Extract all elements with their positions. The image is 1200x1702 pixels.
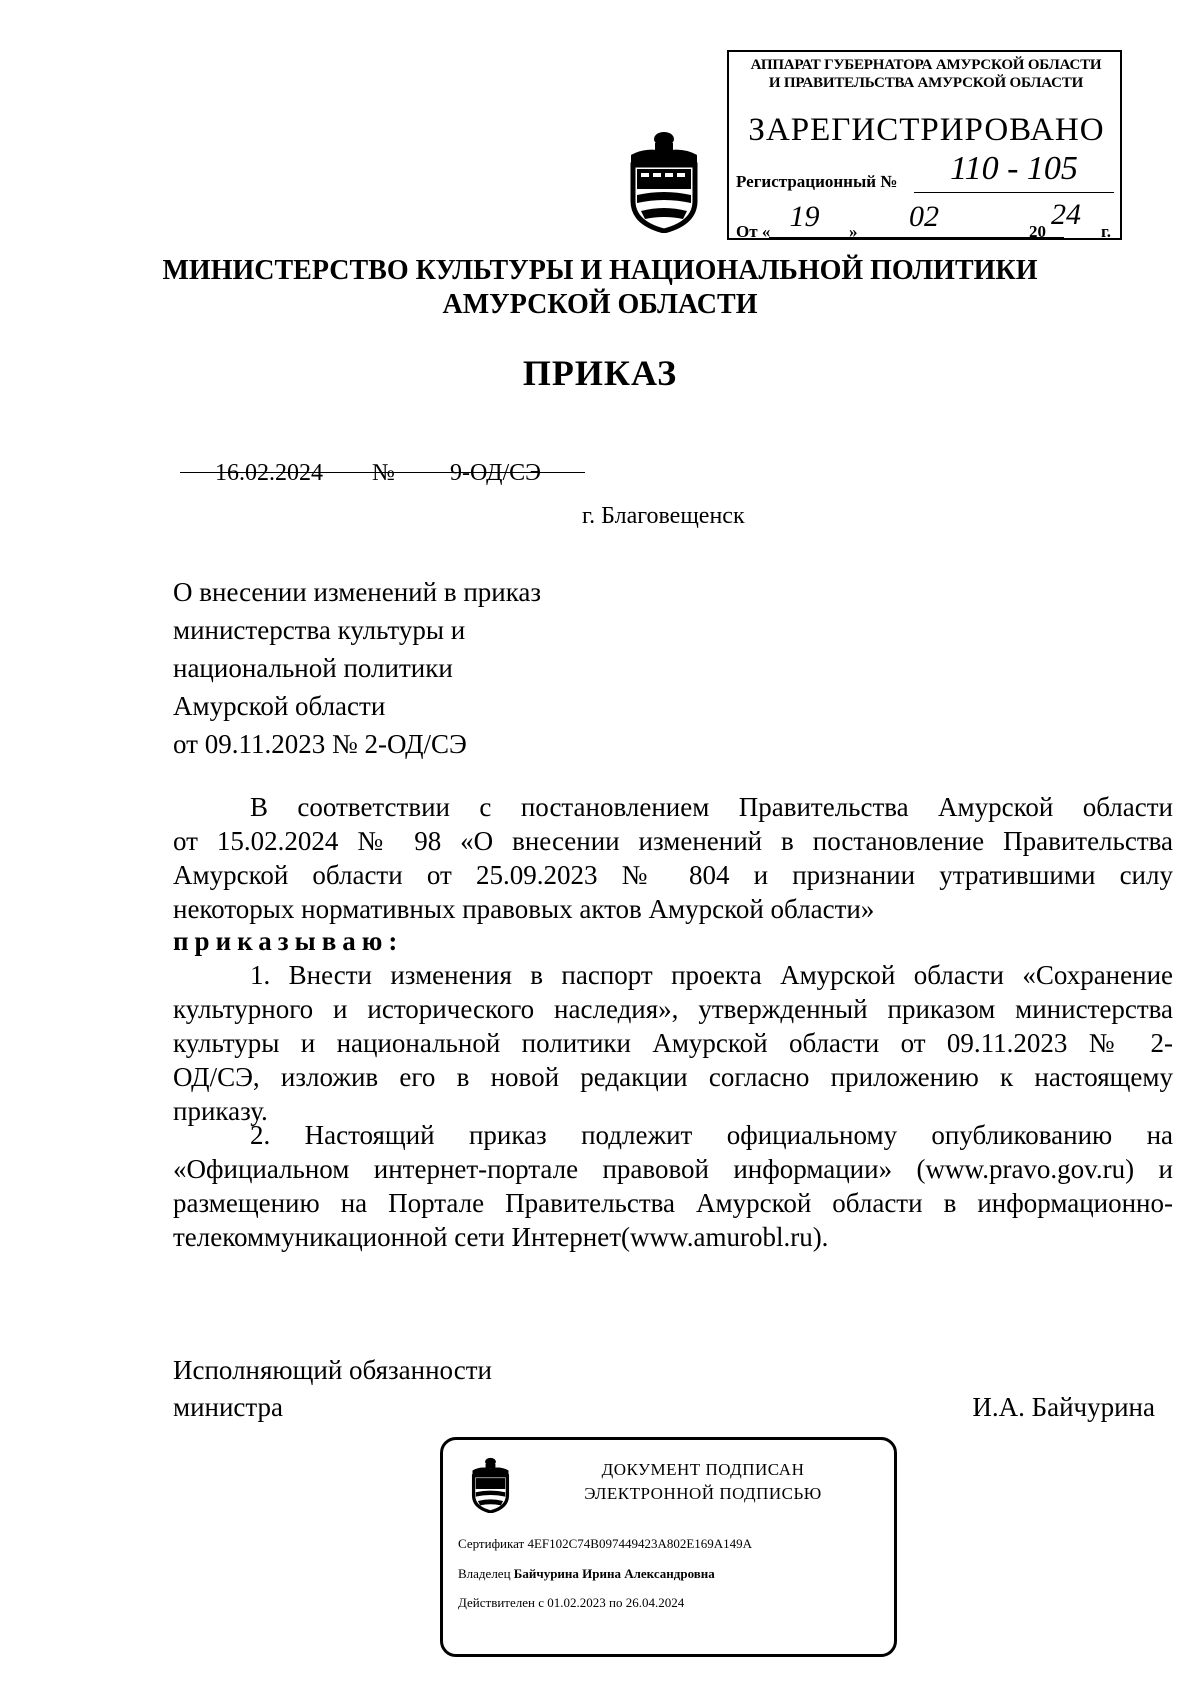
- paragraph-line: некоторых нормативных правовых актов Амурской области»: [173, 894, 875, 924]
- esig-certificate-row: [458, 1536, 752, 1552]
- document-city: г. Благовещенск: [582, 503, 745, 529]
- stamp-year-prefix: 20: [1029, 222, 1046, 241]
- paragraph-line: размещению на Портале Правительства Амурской области в информационно-: [173, 1188, 1173, 1218]
- paragraph-line: 1. Внести изменения в паспорт проекта Амурской области «Сохранение: [250, 960, 1173, 990]
- stamp-org: [741, 56, 1111, 92]
- subject-line: национальной политики: [173, 653, 453, 683]
- number-sign: №: [372, 460, 395, 486]
- paragraph-line: приказу.: [173, 1096, 268, 1126]
- paragraph-line: культуры и национальной политики Амурской области от 09.11.2023 № 2-: [173, 1028, 1173, 1058]
- electronic-signature-stamp: [440, 1437, 897, 1657]
- order-item-2: [173, 1118, 1173, 1254]
- stamp-day: 19: [789, 200, 820, 233]
- paragraph-line: ОД/СЭ, изложив его в новой редакции согласно приложению к настоящему: [173, 1062, 1173, 1092]
- order-word: приказываю:: [173, 926, 404, 956]
- esig-owner: Байчурина Ирина Александровна: [513, 1566, 715, 1581]
- subject-line: от 09.11.2023 № 2-ОД/СЭ: [173, 729, 467, 759]
- esig-title-line2: ЭЛЕКТРОННОЙ ПОДПИСЬЮ: [584, 1484, 822, 1503]
- ministry-name-line2: АМУРСКОЙ ОБЛАСТИ: [442, 289, 758, 320]
- stamp-year-suffix: 24: [1051, 198, 1081, 231]
- paragraph-line: культурного и исторического наследия», утвержденный приказом министерства: [173, 994, 1173, 1024]
- document-date: 16.02.2024: [215, 460, 323, 486]
- signer-position-line1: Исполняющий обязанности: [173, 1355, 492, 1385]
- stamp-month: 02: [909, 200, 939, 233]
- paragraph-line: телекоммуникационной сети Интернет(www.amurobl.ru).: [173, 1222, 829, 1252]
- esig-valid-from: 01.02.2023: [547, 1595, 606, 1610]
- esig-validity-row: [458, 1595, 684, 1611]
- document-type: ПРИКАЗ: [522, 353, 678, 393]
- signer-position-line2: министра: [173, 1392, 284, 1422]
- coat-of-arms-icon: [625, 123, 703, 233]
- order-item-1: [173, 958, 1173, 1128]
- subject-line: О внесении изменений в приказ: [173, 577, 542, 607]
- stamp-title: ЗАРЕГИСТРИРОВАНО: [748, 112, 1105, 148]
- paragraph-line: В соответствии с постановлением Правительства Амурской области: [250, 792, 1173, 822]
- esig-certificate: 4EF102C74B097449423A802E169A149A: [527, 1536, 753, 1551]
- stamp-org-line1: АППАРАТ ГУБЕРНАТОРА АМУРСКОЙ ОБЛАСТИ: [750, 57, 1102, 73]
- esig-title-line1: ДОКУМЕНТ ПОДПИСАН: [601, 1460, 805, 1479]
- esig-valid-to-label: по: [609, 1595, 623, 1610]
- paragraph-line: «Официальном интернет-портале правовой информации» (www.pravo.gov.ru) и: [173, 1154, 1173, 1184]
- esig-valid-label: Действителен с: [458, 1595, 544, 1610]
- paragraph-line: 2. Настоящий приказ подлежит официальному опубликованию на: [250, 1120, 1173, 1150]
- stamp-date-underline: [769, 237, 1064, 238]
- stamp-org-line2: И ПРАВИТЕЛЬСТВА АМУРСКОЙ ОБЛАСТИ: [768, 75, 1084, 91]
- coat-of-arms-icon: [468, 1453, 513, 1513]
- registration-stamp: [727, 50, 1122, 240]
- esig-valid-to: 26.04.2024: [625, 1595, 685, 1610]
- stamp-number-underline: [914, 192, 1114, 193]
- signer-name: И.А. Байчурина: [972, 1392, 1155, 1422]
- stamp-year-unit: г.: [1101, 222, 1112, 241]
- stamp-number-label: Регистрационный №: [736, 172, 898, 191]
- esig-owner-label: Владелец: [458, 1566, 511, 1581]
- paragraph-line: Амурской области от 25.09.2023 № 804 и признании утратившими силу: [173, 860, 1173, 890]
- subject-line: министерства культуры и: [173, 615, 466, 645]
- esig-certificate-label: Сертификат: [458, 1536, 525, 1551]
- stamp-from-label: От «: [736, 222, 771, 241]
- stamp-quote-close: »: [849, 222, 858, 241]
- esig-owner-row: [458, 1566, 715, 1582]
- document-subject: [173, 573, 633, 763]
- document-number: 9-ОД/СЭ: [450, 460, 542, 486]
- stamp-number-value: 110 - 105: [950, 150, 1078, 187]
- preamble-paragraph: [173, 790, 1173, 926]
- paragraph-line: от 15.02.2024 № 98 «О внесении изменений в постановление Правительства: [173, 826, 1173, 856]
- subject-line: Амурской области: [173, 691, 386, 721]
- ministry-name-line1: МИНИСТЕРСТВО КУЛЬТУРЫ И НАЦИОНАЛЬНОЙ ПОЛИТИКИ: [162, 255, 1038, 286]
